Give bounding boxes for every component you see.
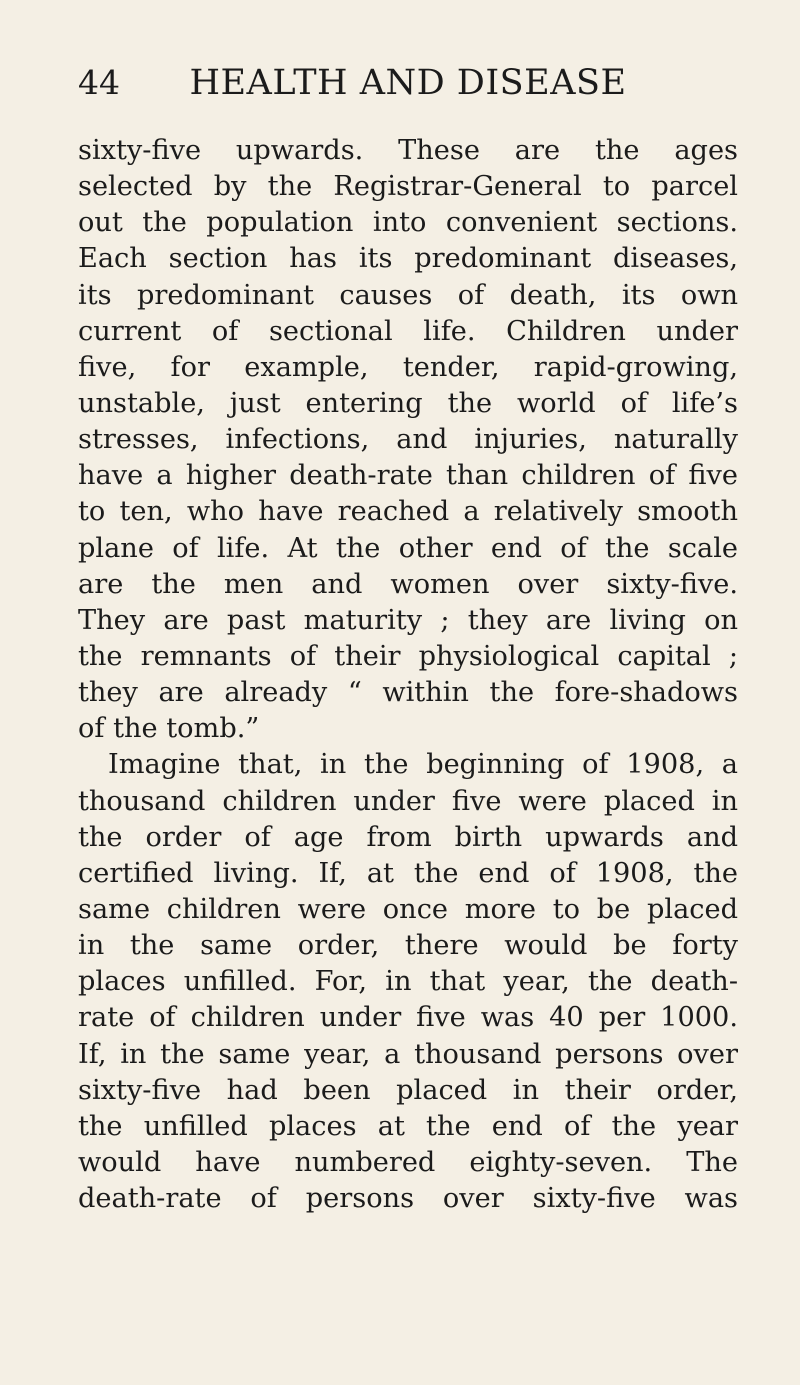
text-line: its predominant causes of death, its own bbox=[78, 279, 738, 311]
text-line: the unfilled places at the end of the year bbox=[78, 1110, 738, 1142]
text-line: the order of age from birth upwards and bbox=[78, 821, 738, 853]
text-line: unstable, just entering the world of life’s bbox=[78, 387, 738, 419]
page-header bbox=[78, 60, 738, 106]
text-line: would have numbered eighty-seven. The bbox=[78, 1146, 738, 1178]
text-line: If, in the same year, a thousand persons over bbox=[78, 1038, 738, 1070]
text-line: selected by the Registrar-General to parcel bbox=[78, 171, 738, 203]
text-line: they are already “ within the fore-shadows bbox=[78, 677, 738, 709]
text-line: same children were once more to be placed bbox=[78, 893, 738, 925]
text-line: out the population into convenient sections. bbox=[78, 207, 738, 239]
text-line: They are past maturity ; they are living on bbox=[78, 604, 738, 636]
text-line: stresses, infections, and injuries, naturally bbox=[78, 424, 738, 456]
text-line: certified living. If, at the end of 1908, the bbox=[78, 857, 738, 889]
text-line: current of sectional life. Children under bbox=[78, 315, 738, 347]
text-line: places unfilled. For, in that year, the death- bbox=[78, 966, 738, 998]
text-line: thousand children under five were placed in bbox=[78, 785, 738, 817]
text-line: are the men and women over sixty-five. bbox=[78, 568, 738, 600]
text-line: rate of children under five was 40 per 1000. bbox=[78, 1002, 738, 1034]
text-line: the remnants of their physiological capital ; bbox=[78, 640, 738, 672]
text-line-paragraph-start: Imagine that, in the beginning of 1908, a bbox=[108, 749, 738, 781]
text-line: plane of life. At the other end of the scale bbox=[78, 532, 738, 564]
text-line: to ten, who have reached a relatively smooth bbox=[78, 496, 738, 528]
text-line: death-rate of persons over sixty-five was bbox=[78, 1183, 738, 1215]
text-line: five, for example, tender, rapid-growing, bbox=[78, 351, 738, 383]
body-text bbox=[78, 133, 738, 1217]
text-line: Each section has its predominant diseases, bbox=[78, 243, 738, 275]
page-number: 44 bbox=[78, 63, 120, 102]
text-line: sixty-five upwards. These are the ages bbox=[78, 135, 738, 166]
running-title: HEALTH AND DISEASE bbox=[189, 63, 627, 103]
text-line-paragraph-end: of the tomb.” bbox=[78, 713, 260, 745]
text-line: sixty-five had been placed in their order, bbox=[78, 1074, 738, 1106]
text-line: in the same order, there would be forty bbox=[78, 930, 738, 962]
text-line: have a higher death-rate than children of five bbox=[78, 460, 738, 492]
